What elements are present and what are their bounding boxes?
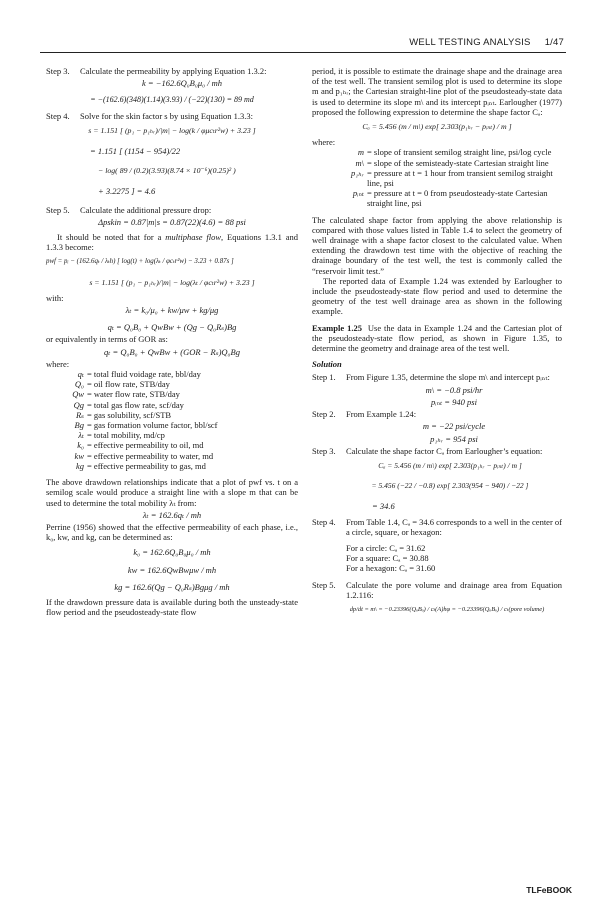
definition-description: = water flow rate, STB/day [87,389,180,400]
equation-k: k = −162.6Q₀B₀μ₀ / mh [141,78,223,89]
equation-mobility-slope: λₜ = 162.6qₜ / mh [142,509,202,520]
definition-description: = effective permeability to water, md [87,450,214,461]
example-text: Use the data in Example 1.24 and the Cartesian plot of the pseudosteady-state flow period, as shown in Figure 1.35, to determine the geometry and drainage area of the test well. [312,322,562,354]
definition-item [312,168,562,188]
example-label: Example 1.25 [312,322,362,333]
equation-pressure-drop: Δpskin = 0.87|m|s = 0.87(22)(4.6) = 88 psi [98,216,246,227]
equation-shape-factor-result: = 34.6 [372,501,395,512]
definition-item [46,389,298,399]
equation-skin-result: + 3.2275 ] = 4.6 [98,186,156,197]
paragraph-text: It should be noted that for a [57,232,166,243]
definition-list [312,147,562,208]
paragraph-example-extended: The reported data of Example 1.24 was extended by Earlougher to include the pseudosteady-state flow period and used to determine the geometry of the test well drainage area as shown in the following example. [312,275,562,317]
equation-skin: s = 1.151 [ (p₁ − p₁ₕᵣ)/|m| − log(k / φμcₜr²w) + 3.23 ] [88,125,256,135]
definition-item [46,451,298,461]
paragraph-multiphase [46,232,298,252]
step-label: Step 3. [46,66,70,76]
running-header [409,37,564,48]
example-statement [312,323,562,354]
step-text: From Table 1.4, Cₐ = 34.6 corresponds to a well in the center of a circle, square, or hexagon: [346,516,562,537]
definition-item [46,440,298,450]
solution-step-1 [312,372,562,382]
definition-item [312,188,562,208]
definition-symbol: Qg [73,399,84,410]
solution-step-2 [312,409,562,419]
step-text: From Example 1.24: [346,409,417,420]
step-text: Solve for the skin factor s by using Equation 1.3.3: [80,110,254,121]
definition-list [46,369,298,471]
solution-heading: Solution [312,359,342,370]
definition-description: = gas solubility, scf/STB [87,409,172,420]
paragraph-drawdown: The above drawdown relationships indicate that a plot of pwf vs. t on a semilog scale would produce a straight line with a slope m that can be used to determine the total mobility λₜ from: [46,477,298,508]
step-text: From Figure 1.35, determine the slope m\ and intercept pᵢₙₜ: [346,372,550,383]
definition-symbol: p₁ₕᵣ [351,167,364,178]
shape-factor-list [346,543,562,574]
with-label: with: [46,292,64,303]
paragraph-perrine: Perrine (1956) showed that the effective permeability of each phase, i.e., k₀, kw, and kg, can be determined as: [46,521,298,543]
step-label: Step 4. [46,110,70,121]
step-label: Step 3. [312,445,336,456]
definition-symbol: kg [75,460,84,471]
equation-p1hr: p₁ₕᵣ = 954 psi [430,433,478,444]
solution-step-5 [312,580,562,600]
equation-slope-semilog: m = −22 psi/cycle [422,421,486,432]
header-page-number: 1/47 [544,37,564,48]
definition-item [46,400,298,410]
equation-skin-values-2: − log( 89 / (0.2)(3.93)(8.74 × 10⁻⁶)(0.25)² ) [98,166,236,176]
equation-shape-factor: Cₐ = 5.456 (m / m\) exp[ 2.303(p₁ₕᵣ − pᵢₙₜ) / m ] [362,122,512,132]
step-4 [46,111,298,121]
paragraph-shape-compare: The calculated shape factor from applying the above relationship is compared with those values listed in Table 1.4 to select the geometry of well drainage with a shape factor closest to the calculated value. When extending the drawdown test time with the objective of reaching the drainage boundary of the test well, the test is commonly called the “reservoir limit test.” [312,214,562,276]
step-text: Calculate the pore volume and drainage area from Equation 1.2.116: [346,579,562,600]
equation-shape-factor-values: = 5.456 (−22 / −0.8) exp[ 2.303(954 − 940) / −22 ] [371,481,529,491]
equation-shape-factor-step: Cₐ = 5.456 (m / m\) exp[ 2.303(p₁ₕᵣ − pᵢₙₜ) / m ] [378,460,522,470]
step-label: Step 4. [312,516,336,527]
step-3 [46,66,298,76]
right-column [312,66,562,617]
definition-description: = effective permeability to gas, md [87,460,206,471]
definition-description: = pressure at t = 0 from pseudosteady-state Cartesian straight line, psi [367,188,548,209]
shape-factor-item: For a circle: Cₐ = 31.62 [346,542,426,553]
header-rule [40,52,566,53]
equation-total-rate: qₜ = Q₀B₀ + QwBw + (Qg − Q₀Rₛ)Bg [107,322,237,333]
definition-symbol: k₀ [77,440,84,451]
definition-symbol: λₜ [78,430,84,441]
equation-skin-multiphase: s = 1.151 [ (p₁ − p₁ₕᵣ)/|m| − log(λₜ / φcₜr²w) + 3.23 ] [89,277,255,287]
definition-description: = total gas flow rate, scf/day [87,399,184,410]
definition-description: = slope of the semisteady-state Cartesian straight line [367,157,549,168]
left-column [46,66,298,617]
header-title: WELL TESTING ANALYSIS [409,37,531,48]
definition-symbol: Q₀ [74,379,84,390]
definition-description: = slope of transient semilog straight line, psi/log cycle [367,147,552,158]
definition-item [312,158,562,168]
step-text: Calculate the permeability by applying Equation 1.3.2: [80,66,267,76]
step-text: Calculate the additional pressure drop: [80,204,212,215]
step-label: Step 5. [46,204,70,215]
where-label: where: [312,137,336,148]
definition-description: = total mobility, md/cp [87,430,165,441]
equation-pwf: pwf = pᵢ − (162.6qₜ / λₜh) [ log(t) + log(λₜ / φcₜr²w) − 3.23 + 0.87s ] [46,258,234,266]
shape-factor-item: For a square: Cₐ = 30.88 [346,553,429,564]
definition-description: = oil flow rate, STB/day [87,379,170,390]
step-label: Step 5. [312,579,336,590]
equation-total-rate-gor: qₜ = Q₀B₀ + QwBw + (GOR − Rₛ)Q₀Bg [104,346,240,357]
definition-symbol: Rₛ [75,409,84,420]
definition-symbol: qₜ [77,369,84,380]
equation-pore-volume: dp/dt = m\ = −0.23396(QₒBₒ) / cₜ(A)hφ = −0.23396(QₒBₒ) / cₜ(pore volume) [349,605,545,613]
paragraph-pseudosteady: If the drawdown pressure data is available during both the unsteady-state flow period and the pseudosteady-state flow [46,596,298,618]
step-label: Step 1. [312,372,336,383]
footer-brand: TLFeBOOK [526,885,572,895]
step-5 [46,205,298,215]
equation-slope-cartesian: m\ = −0.8 psi/hr [425,384,483,395]
definition-symbol: pᵢₙₜ [352,188,364,199]
definition-item [312,147,562,157]
equation-intercept: pᵢₙₜ = 940 psi [431,396,477,407]
definition-symbol: m [357,147,364,158]
equation-kg: kg = 162.6(Qg − Q₀Rₛ)Bgμg / mh [114,581,230,592]
definition-item [46,410,298,420]
equation-kw: kw = 162.6QwBwμw / mh [127,564,217,575]
definition-item [46,379,298,389]
or-text: or equivalently in terms of GOR as: [46,334,168,345]
definition-description: = pressure at t = 1 hour from transient semilog straight line, psi [367,167,553,189]
paragraph-shape-intro: period, it is possible to estimate the drainage shape and the drainage area of the test well. The transient semilog plot is used to determine its slope m and p₁ₕᵣ; the Cartesian straight-line plot of the pseudosteady-state data is used to determine its slope m\ and its intercept pᵢₙₜ. Earlougher (1977) proposed the following expression to determine the shape factor Cₐ: [312,66,562,117]
definition-item [46,369,298,379]
shape-factor-item: For a hexagon: Cₐ = 31.60 [346,563,436,574]
paragraph-text: , Equations 1.3.1 and 1.3.3 become: [46,232,298,253]
equation-k-values: = −(162.6)(348)(1.14)(3.93) / (−22)(130) = 89 md [90,95,254,105]
definition-symbol: m\ [355,157,364,168]
equation-skin-values-1: = 1.151 [ (1154 − 954)/22 [90,146,181,157]
equation-ko: k₀ = 162.6Q₀B₀μ₀ / mh [133,547,211,558]
step-text: Calculate the shape factor Cₐ from Earlougher’s equation: [346,445,543,456]
equation-total-mobility: λₜ = k₀/μ₀ + kw/μw + kg/μg [125,305,219,316]
definition-symbol: Qw [72,389,84,400]
definition-description: = gas formation volume factor, bbl/scf [87,420,218,431]
definition-item [46,461,298,471]
definition-item [46,430,298,440]
emphasis-text: multiphase flow [165,232,222,243]
definition-description: = total fluid voidage rate, bbl/day [87,369,201,380]
definition-description: = effective permeability to oil, md [87,440,204,451]
solution-step-4 [312,517,562,537]
step-label: Step 2. [312,409,336,420]
definition-item [46,420,298,430]
definition-symbol: Bg [74,420,84,431]
definition-symbol: kw [74,450,84,461]
where-label: where: [46,358,70,369]
solution-step-3 [312,446,562,456]
